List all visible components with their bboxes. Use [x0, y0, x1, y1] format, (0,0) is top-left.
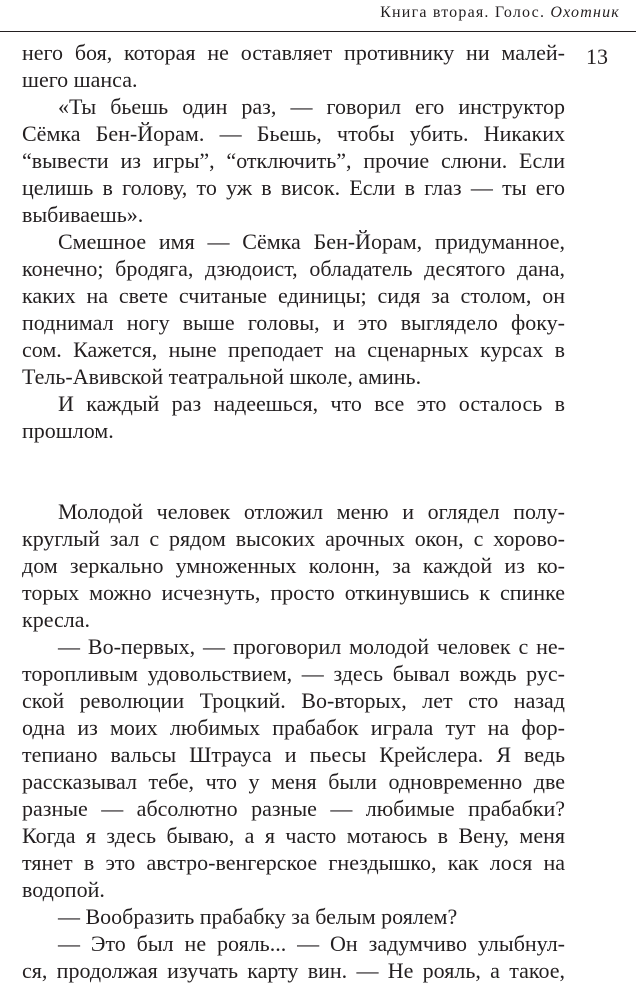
text-line: тепиано вальсы Штрауса и пьесы Крейслера. Я ведь [22, 742, 565, 767]
text-line: Молодой человек отложил меню и оглядел полу- [58, 499, 565, 524]
text-line: дом зеркально умноженных колонн, за каждой из ко- [22, 553, 565, 578]
text-line: круглый зал с рядом высоких арочных окон, с хорово- [22, 526, 565, 551]
text-line: торых можно исчезнуть, просто откинувшись к спинке [22, 580, 565, 605]
text-block-second [22, 498, 565, 984]
text-line: выбиваешь». [22, 202, 144, 227]
text-line: Смешное имя — Сёмка Бен-Йорам, придуманное, [58, 229, 565, 254]
text-line: целишь в голову, то уж в висок. Если в глаз — ты его [22, 175, 565, 200]
text-line: И каждый раз надеешься, что все это осталось в [58, 391, 565, 416]
text-line: “вывести из игры”, “отключить”, прочие слюни. Если [22, 148, 565, 173]
running-header-title: Книга вторая. Голос. [380, 4, 546, 21]
text-line: ской революции Троцкий. Во-вторых, лет сто назад [22, 688, 565, 713]
text-line: каких на свете считаные единицы; сидя за столом, он [22, 283, 565, 308]
text-line: прошлом. [22, 418, 114, 443]
text-line: одна из моих любимых прабабок играла тут на фор- [22, 715, 565, 740]
text-line: рассказывал тебе, что у меня были одновременно две [22, 769, 565, 794]
text-line: ся, продолжая изучать карту вин. — Не рояль, а такое, [22, 958, 565, 983]
text-line: него боя, которая не оставляет противнику ни малей- [22, 40, 565, 65]
text-line: — Это был не рояль... — Он задумчиво улыбнул- [58, 931, 565, 956]
text-line: кресла. [22, 607, 91, 632]
text-line: — Вообразить прабабку за белым роялем? [58, 904, 458, 929]
text-line: разные — абсолютно разные — любимые прабабки? [22, 796, 565, 821]
text-line: водопой. [22, 877, 105, 902]
text-line: поднимал ногу выше головы, и это выглядело фоку- [22, 310, 565, 335]
running-header [380, 4, 620, 22]
text-line: «Ты бьешь один раз, — говорил его инструктор [58, 94, 565, 119]
text-line: сом. Кажется, ныне преподает на сценарных курсах в [22, 337, 565, 362]
text-line: шего шанса. [22, 67, 138, 92]
text-line: Сёмка Бен-Йорам. — Бьешь, чтобы убить. Никаких [22, 121, 565, 146]
header-rule [0, 31, 636, 32]
text-block-first [22, 39, 565, 444]
text-line: — Во-первых, — проговорил молодой человек с не- [58, 634, 565, 659]
text-line: тянет в это австро-венгерское гнездышко, как лося на [22, 850, 565, 875]
page-number: 13 [586, 44, 608, 69]
running-header-section: Охотник [550, 4, 620, 21]
text-line: конечно; бродяга, дзюдоист, обладатель десятого дана, [22, 256, 565, 281]
text-line: Тель-Авивской театральной школе, аминь. [22, 364, 422, 389]
text-line: Когда я здесь бываю, а я часто мотаюсь в Вену, меня [22, 823, 565, 848]
text-line: торопливым удовольствием, — здесь бывал вождь рус- [22, 661, 565, 686]
